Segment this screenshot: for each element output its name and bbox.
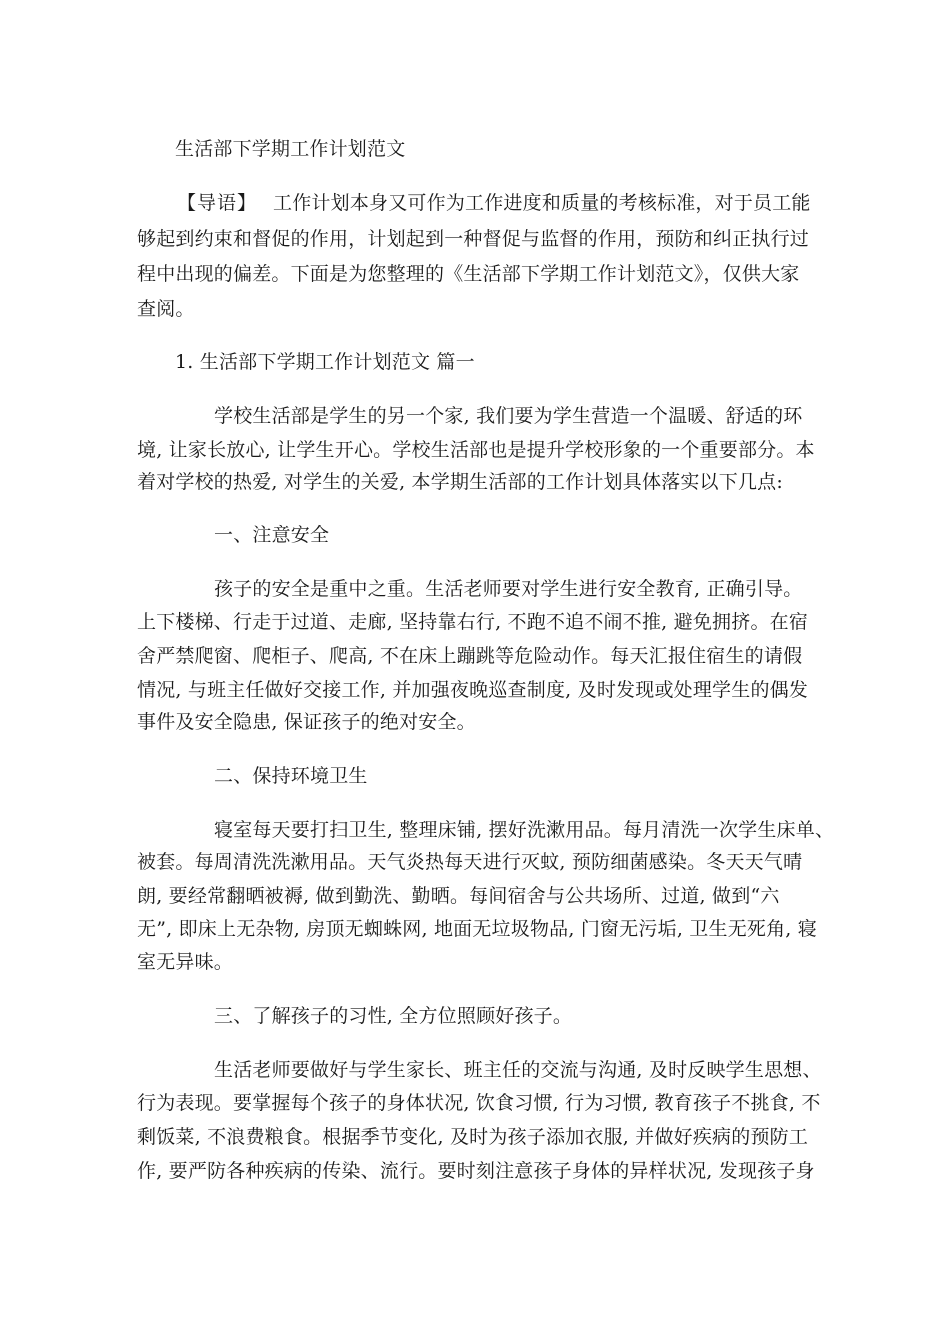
- paragraph-line: 舍严禁爬窗、爬柜子、爬高, 不在床上蹦跳等危险动作。每天汇报住宿生的请假: [137, 645, 803, 667]
- paragraph-line: 孩子的安全是重中之重。生活老师要对学生进行安全教育, 正确引导。: [214, 578, 803, 600]
- paragraph-line: 境, 让家长放心, 让学生开心。学校生活部也是提升学校形象的一个重要部分。本: [137, 439, 815, 461]
- document-title: 生活部下学期工作计划范文: [175, 138, 406, 160]
- paragraph-line: 情况, 与班主任做好交接工作, 并加强夜晚巡查制度, 及时发现或处理学生的偶发: [137, 679, 809, 701]
- intro-first-line: [177, 191, 811, 215]
- paragraph-line: 朗, 要经常翻晒被褥, 做到勤洗、勤晒。每间宿舍与公共场所、过道, 做到“六: [137, 885, 780, 907]
- paragraph-line: 学校生活部是学生的另一个家, 我们要为学生营造一个温暖、舒适的环: [214, 405, 803, 427]
- subheading: 一、注意安全: [214, 524, 330, 546]
- paragraph-line: 被套。每周清洗洗漱用品。天气炎热每天进行灭蚊, 预防细菌感染。冬天天气晴: [137, 851, 803, 873]
- paragraph-line: 着对学校的热爱, 对学生的关爱, 本学期生活部的工作计划具体落实以下几点:: [137, 471, 783, 493]
- intro-line: 程中出现的偏差。下面是为您整理的《生活部下学期工作计划范文》，仅供大家: [137, 263, 800, 285]
- section-heading: 1. 生活部下学期工作计划范文 篇一: [175, 351, 475, 373]
- subheading: 二、保持环境卫生: [214, 765, 368, 787]
- intro-line: 工作计划本身又可作为工作进度和质量的考核标准，对于员工能: [273, 192, 811, 214]
- paragraph-line: 上下楼梯、行走于过道、走廊, 坚持靠右行, 不跑不追不闹不推, 避免拥挤。在宿: [137, 611, 809, 633]
- paragraph-line: 寝室每天要打扫卫生, 整理床铺, 摆好洗漱用品。每月清洗一次学生床单、: [214, 819, 835, 841]
- intro-label: 【导语】: [177, 192, 258, 214]
- paragraph-line: 无”, 即床上无杂物, 房顶无蜘蛛网, 地面无垃圾物品, 门窗无污垢, 卫生无死角, 寝: [137, 918, 817, 940]
- paragraph-line: 事件及安全隐患, 保证孩子的绝对安全。: [137, 711, 476, 733]
- paragraph-line: 剩饭菜, 不浪费粮食。根据季节变化, 及时为孩子添加衣服, 并做好疾病的预防工: [137, 1126, 809, 1148]
- paragraph-line: 生活老师要做好与学生家长、班主任的交流与沟通, 及时反映学生思想、: [214, 1059, 822, 1081]
- subheading: 三、了解孩子的习性, 全方位照顾好孩子。: [214, 1005, 573, 1027]
- paragraph-line: 室无异味。: [137, 951, 234, 973]
- paragraph-line: 行为表现。要掌握每个孩子的身体状况, 饮食习惯, 行为习惯, 教育孩子不挑食, 不: [137, 1092, 821, 1114]
- paragraph-line: 作, 要严防各种疾病的传染、流行。要时刻注意孩子身体的异样状况, 发现孩子身: [137, 1160, 815, 1182]
- intro-line: 够起到约束和督促的作用，计划起到一种督促与监督的作用，预防和纠正执行过: [137, 228, 810, 250]
- intro-line: 查阅。: [137, 298, 195, 320]
